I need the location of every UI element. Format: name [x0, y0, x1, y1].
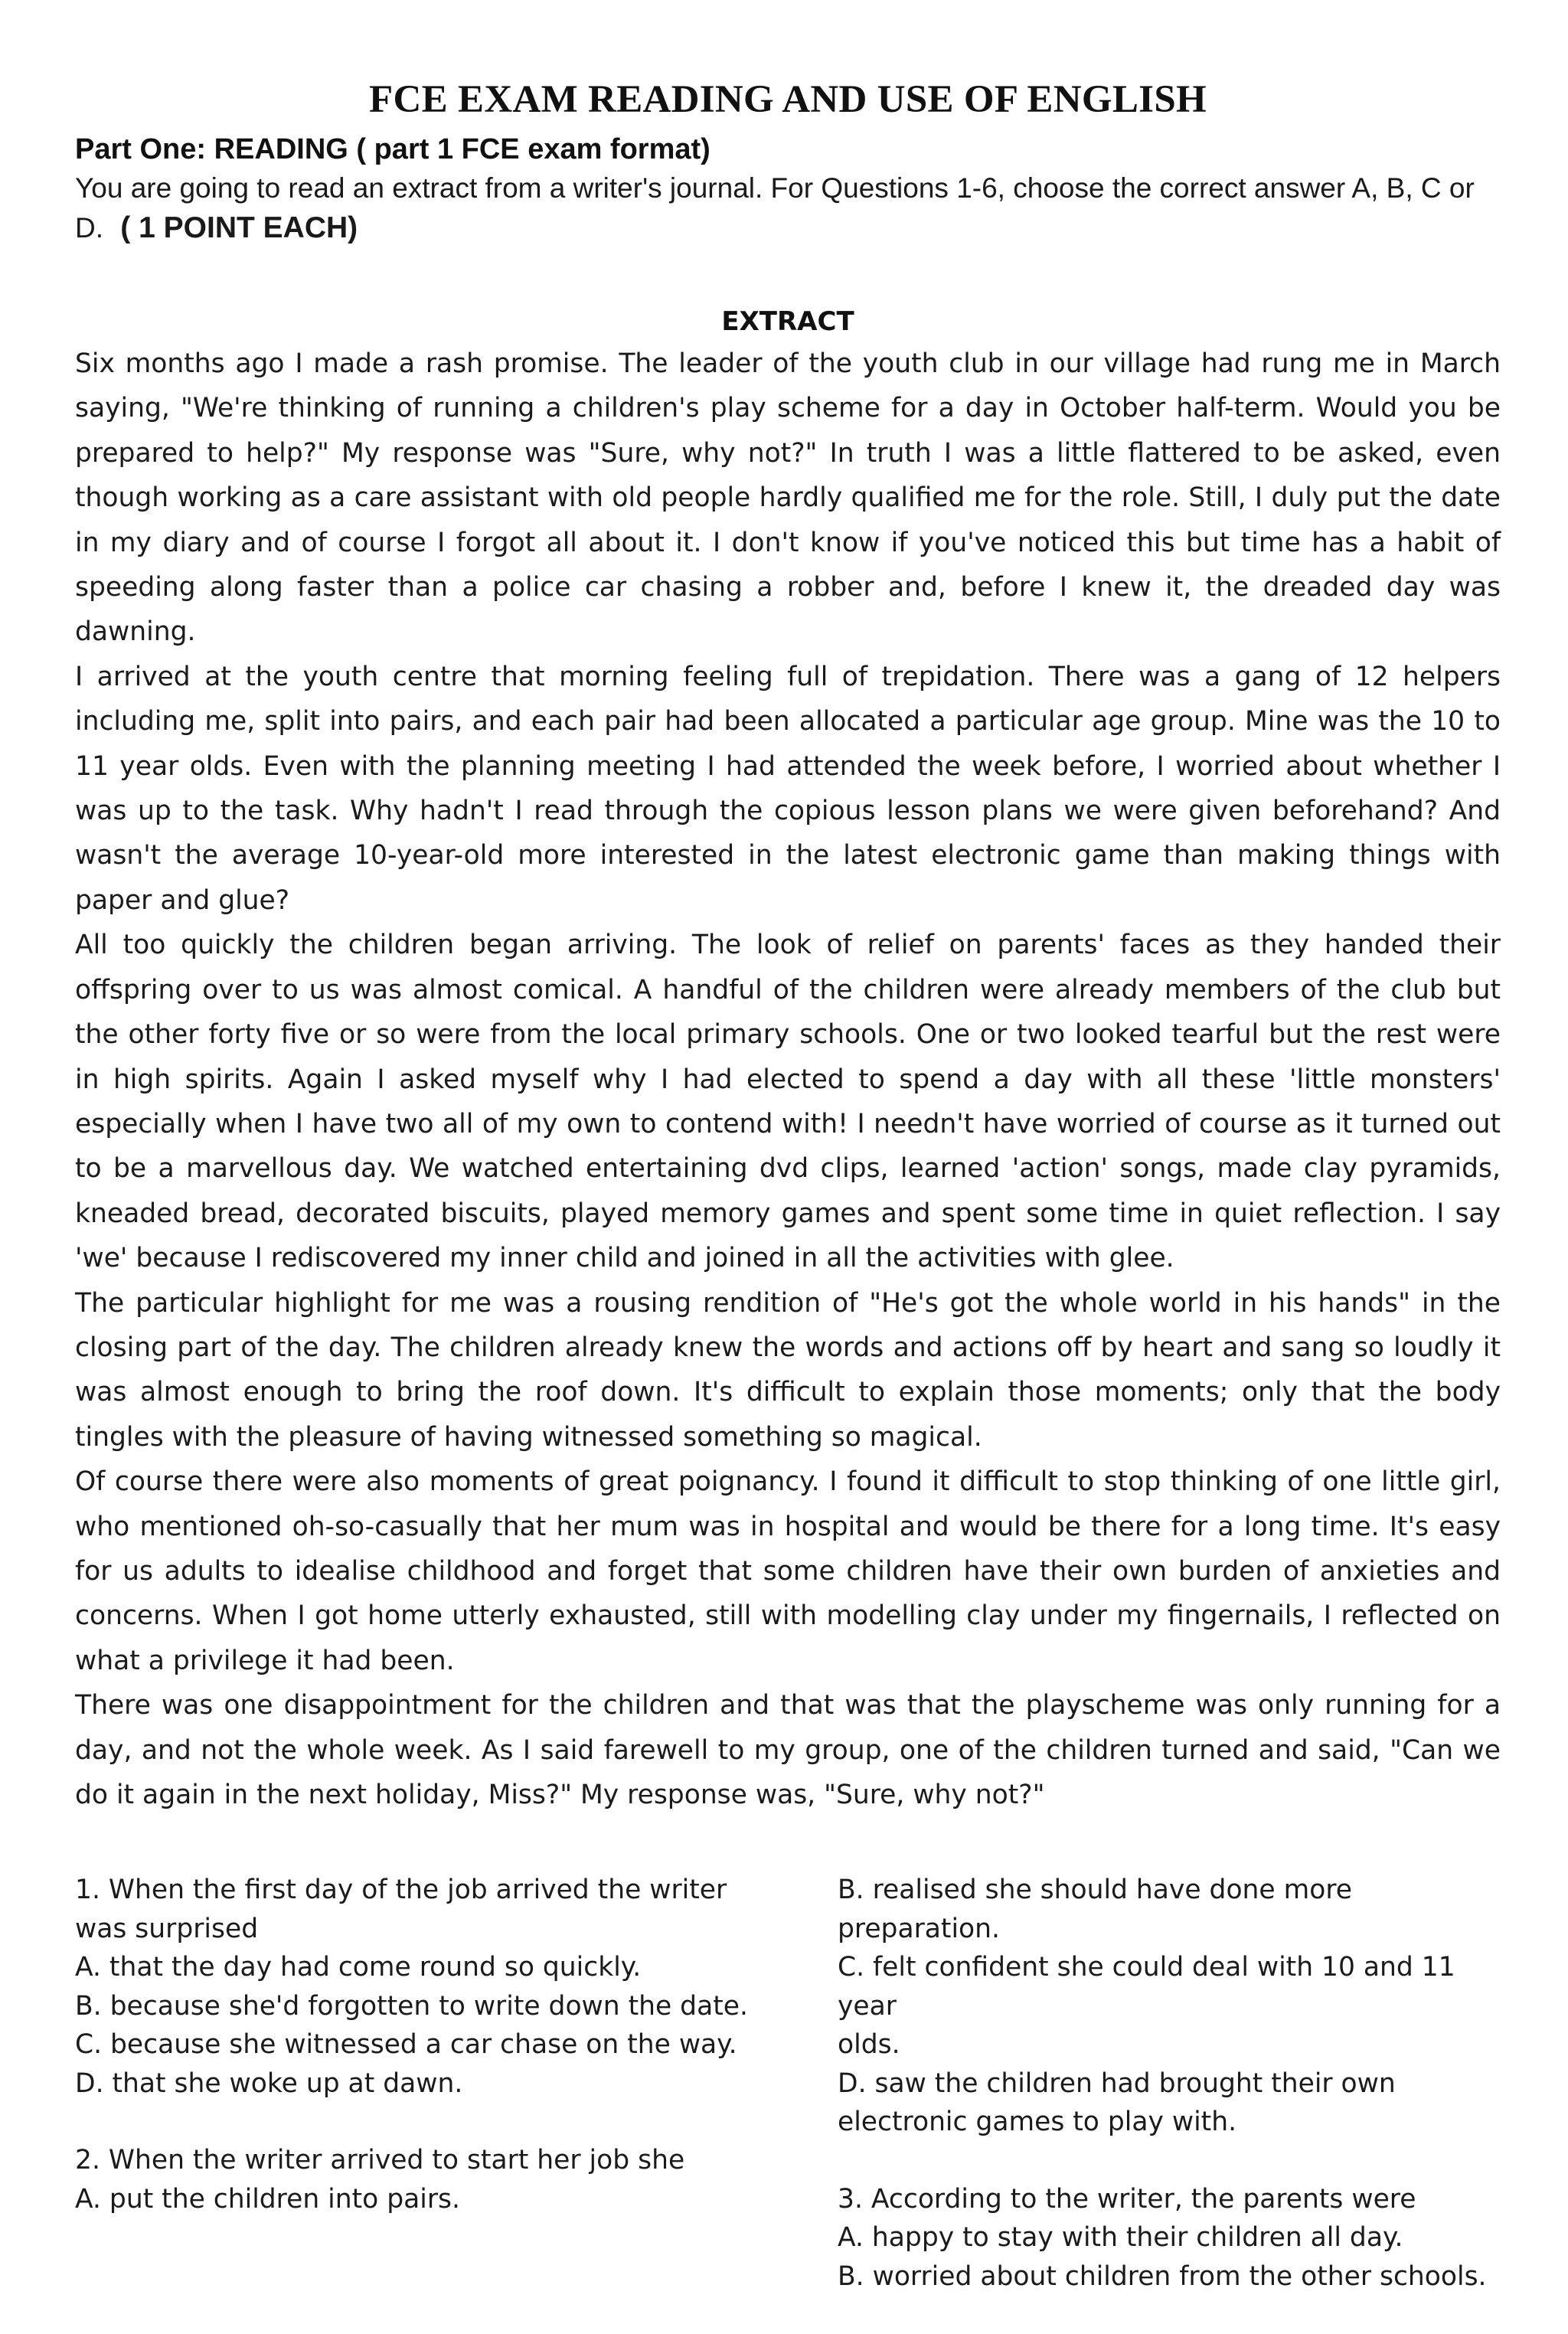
extract-paragraph: All too quickly the children began arriving. The look of relief on parents' faces as they handed their offspring over to us was almost comical. A handful of the children were already members of the club but the other forty five or so were from the local primary schools. One or two looked tearful but the rest were in high spirits. Again I asked myself why I had elected to spend a day with all these 'little monsters' especially when I have two all of my own to contend with! I needn't have worried of course as it turned out to be a marvellous day. We watched entertaining dvd clips, learned 'action' songs, made clay pyramids, kneaded bread, decorated biscuits, played memory games and spent some time in quiet reflection. I say 'we' because I rediscovered my inner child and joined in all the activities with glee. [75, 930, 1501, 1274]
extract-paragraph: Of course there were also moments of great poignancy. I found it difficult to stop thinking of one little girl, who mentioned oh-so-casually that her mum was in hospital and would be there for a long time. It's easy for us adults to idealise childhood and forget that some children have their own burden of anxieties and concerns. When I got home utterly exhausted, still with modelling clay under my fingernails, I reflected on what a privilege it had been. [75, 1466, 1501, 1676]
question-2 [75, 2141, 764, 2218]
question-3-option-b: B. worried about children from the other schools. [838, 2260, 1487, 2292]
part-heading: Part One: READING ( part 1 FCE exam format) [75, 133, 710, 165]
question-1-option-c: C. because she witnessed a car chase on the way. [75, 2029, 737, 2061]
instructions-text: You are going to read an extract from a writer's journal. For Questions 1-6, choose the correct answer A, B, C or D. [75, 172, 1475, 244]
question-1 [75, 1871, 764, 2103]
questions-right-column [838, 1871, 1511, 2334]
question-3 [838, 2180, 1511, 2296]
question-2-option-c-line-2: olds. [838, 2029, 900, 2061]
question-1-option-a: A. that the day had come round so quickly. [75, 1952, 642, 1983]
question-2-option-d-line-1: D. saw the children had brought their own [838, 2068, 1396, 2099]
question-1-stem-line-1: 1. When the first day of the job arrived the writer [75, 1875, 727, 1906]
exam-page [75, 70, 1501, 2292]
question-2-option-c-line-1: C. felt confident she could deal with 10 and 11 year [838, 1952, 1455, 2022]
extract-paragraph: Six months ago I made a rash promise. The leader of the youth club in our village had rung me in March saying, "We're thinking of running a children's play scheme for a day in October half-term. Would you be prepared to help?" My response was "Sure, why not?" In truth I was a little flattered to be asked, even though working as a care assistant with old people hardly qualified me for the role. Still, I duly put the date in my diary and of course I forgot all about it. I don't know if you've noticed this but time has a habit of speeding along faster than a police car chasing a robber and, before I knew it, the dreaded day was dawning. [75, 348, 1501, 648]
question-1-stem-line-2: was surprised [75, 1913, 259, 1944]
question-3-option-a: A. happy to stay with their children all day. [838, 2222, 1403, 2254]
points-label: ( 1 POINT EACH) [120, 211, 358, 244]
page-title: FCE EXAM READING AND USE OF ENGLISH [369, 78, 1207, 121]
questions-left-column [75, 1871, 764, 2257]
extract-text [75, 342, 1501, 1817]
extract-paragraph: I arrived at the youth centre that morning feeling full of trepidation. There was a gang of 12 helpers including me, split into pairs, and each pair had been allocated a particular age group. Mine was the 10 to 11 year olds. Even with the planning meeting I had attended the week before, I worried about whether I was up to the task. Why hadn't I read through the copious lesson plans we were given beforehand? And wasn't the average 10-year-old more interested in the latest electronic game than making things with paper and glue? [75, 661, 1501, 916]
question-3-stem: 3. According to the writer, the parents were [838, 2183, 1416, 2215]
question-2-option-a: A. put the children into pairs. [75, 2183, 460, 2215]
question-2-continued [838, 1871, 1511, 2142]
question-2-option-d-line-2: electronic games to play with. [838, 2107, 1237, 2138]
extract-paragraph: There was one disappointment for the children and that was that the playscheme was only running for a day, and not the whole week. As I said farewell to my group, one of the children turned and said, "Can we do it again in the next holiday, Miss?" My response was, "Sure, why not?" [75, 1690, 1501, 1810]
instructions [75, 168, 1501, 248]
extract-heading: EXTRACT [721, 306, 854, 337]
question-1-option-b: B. because she'd forgotten to write down the date. [75, 1990, 748, 2022]
extract-paragraph: The particular highlight for me was a rousing rendition of "He's got the whole world in his hands" in the closing part of the day. The children already knew the words and actions off by heart and sang so loudly it was almost enough to bring the roof down. It's difficult to explain those moments; only that the body tingles with the pleasure of having witnessed something so magical. [75, 1287, 1501, 1453]
question-1-option-d: D. that she woke up at dawn. [75, 2068, 463, 2099]
questions-section [75, 1871, 1501, 2292]
question-2-option-b-line-1: B. realised she should have done more [838, 1875, 1352, 1906]
question-2-option-b-line-2: preparation. [838, 1913, 1000, 1944]
question-2-stem: 2. When the writer arrived to start her job she [75, 2145, 685, 2176]
